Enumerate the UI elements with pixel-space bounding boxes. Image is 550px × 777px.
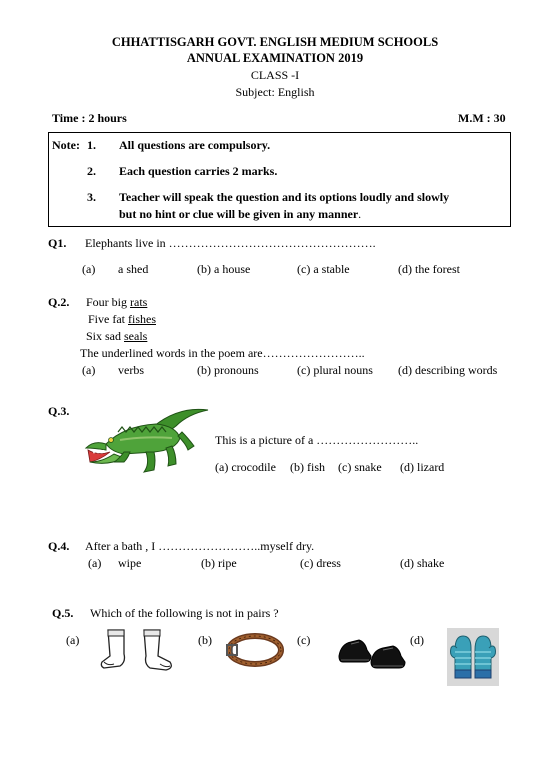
- note-text-1: All questions are compulsory.: [119, 138, 271, 152]
- q1-option-d: (d) the forest: [398, 262, 460, 276]
- q3-option-b: (b) fish: [290, 460, 325, 474]
- note-number-2: 2.: [87, 164, 96, 178]
- q1-option-c: (c) a stable: [297, 262, 350, 276]
- crocodile-icon: [84, 400, 214, 492]
- q3-option-c: (c) snake: [338, 460, 382, 474]
- shoes-icon: [337, 630, 407, 672]
- q5-option-c-label: (c): [297, 633, 311, 647]
- q2-number: Q.2.: [48, 295, 70, 309]
- socks-icon: [100, 628, 176, 672]
- q5-number: Q.5.: [52, 606, 74, 620]
- q3-option-d: (d) lizard: [400, 460, 445, 474]
- q4-text: After a bath , I ……………………..myself dry.: [85, 539, 315, 553]
- q3-number: Q.3.: [48, 404, 70, 418]
- q1-option-a-label: (a): [82, 262, 96, 276]
- q1-number: Q1.: [48, 236, 67, 250]
- note-text-2: Each question carries 2 marks.: [119, 164, 278, 178]
- q1-option-a: a shed: [118, 262, 149, 276]
- poem-line-1: Four big rats: [86, 295, 148, 309]
- belt-icon: [225, 630, 285, 670]
- q4-option-c: (c) dress: [300, 556, 341, 570]
- q1-text: Elephants live in …………………………………………….: [85, 236, 376, 250]
- time-label: Time : 2 hours: [52, 111, 127, 125]
- q2-option-a-label: (a): [82, 363, 96, 377]
- note-text-3: Teacher will speak the question and its options loudly and slowly: [119, 190, 450, 204]
- mittens-icon: [447, 628, 499, 686]
- poem-line-3: Six sad seals: [86, 329, 148, 343]
- note-number-1: 1.: [87, 138, 96, 152]
- q2-option-c: (c) plural nouns: [297, 363, 373, 377]
- q2-option-a: verbs: [118, 363, 144, 377]
- q4-number: Q.4.: [48, 539, 70, 553]
- max-marks-label: M.M : 30: [458, 111, 506, 125]
- exam-title: ANNUAL EXAMINATION 2019: [186, 51, 364, 65]
- q4-option-d: (d) shake: [400, 556, 445, 570]
- class-label: CLASS -I: [250, 68, 300, 82]
- subject-label: Subject: English: [235, 85, 315, 99]
- q4-option-a: wipe: [118, 556, 142, 570]
- q4-option-a-label: (a): [88, 556, 102, 570]
- note-text-3-continued: [119, 207, 361, 222]
- q2-stem: The underlined words in the poem are……………………..: [80, 346, 365, 360]
- q2-option-d: (d) describing words: [398, 363, 498, 377]
- q3-text: This is a picture of a ……………………..: [215, 433, 419, 447]
- q2-option-b: (b) pronouns: [197, 363, 259, 377]
- q1-option-b: (b) a house: [197, 262, 251, 276]
- q5-option-d-label: (d): [410, 633, 424, 647]
- q5-text: Which of the following is not in pairs ?: [90, 606, 279, 620]
- note-text-3-line2: but no hint or clue will be given in any manner: [119, 207, 359, 221]
- q4-option-b: (b) ripe: [201, 556, 237, 570]
- q3-option-a: (a) crocodile: [215, 460, 276, 474]
- poem-line-2: Five fat fishes: [88, 312, 156, 326]
- note-number-3: 3.: [87, 190, 96, 204]
- q5-option-a-label: (a): [66, 633, 80, 647]
- note-label: Note:: [52, 138, 80, 152]
- q5-option-b-label: (b): [198, 633, 212, 647]
- school-name: CHHATTISGARH GOVT. ENGLISH MEDIUM SCHOOLS: [111, 35, 439, 49]
- note-text-3-period: .: [358, 207, 362, 221]
